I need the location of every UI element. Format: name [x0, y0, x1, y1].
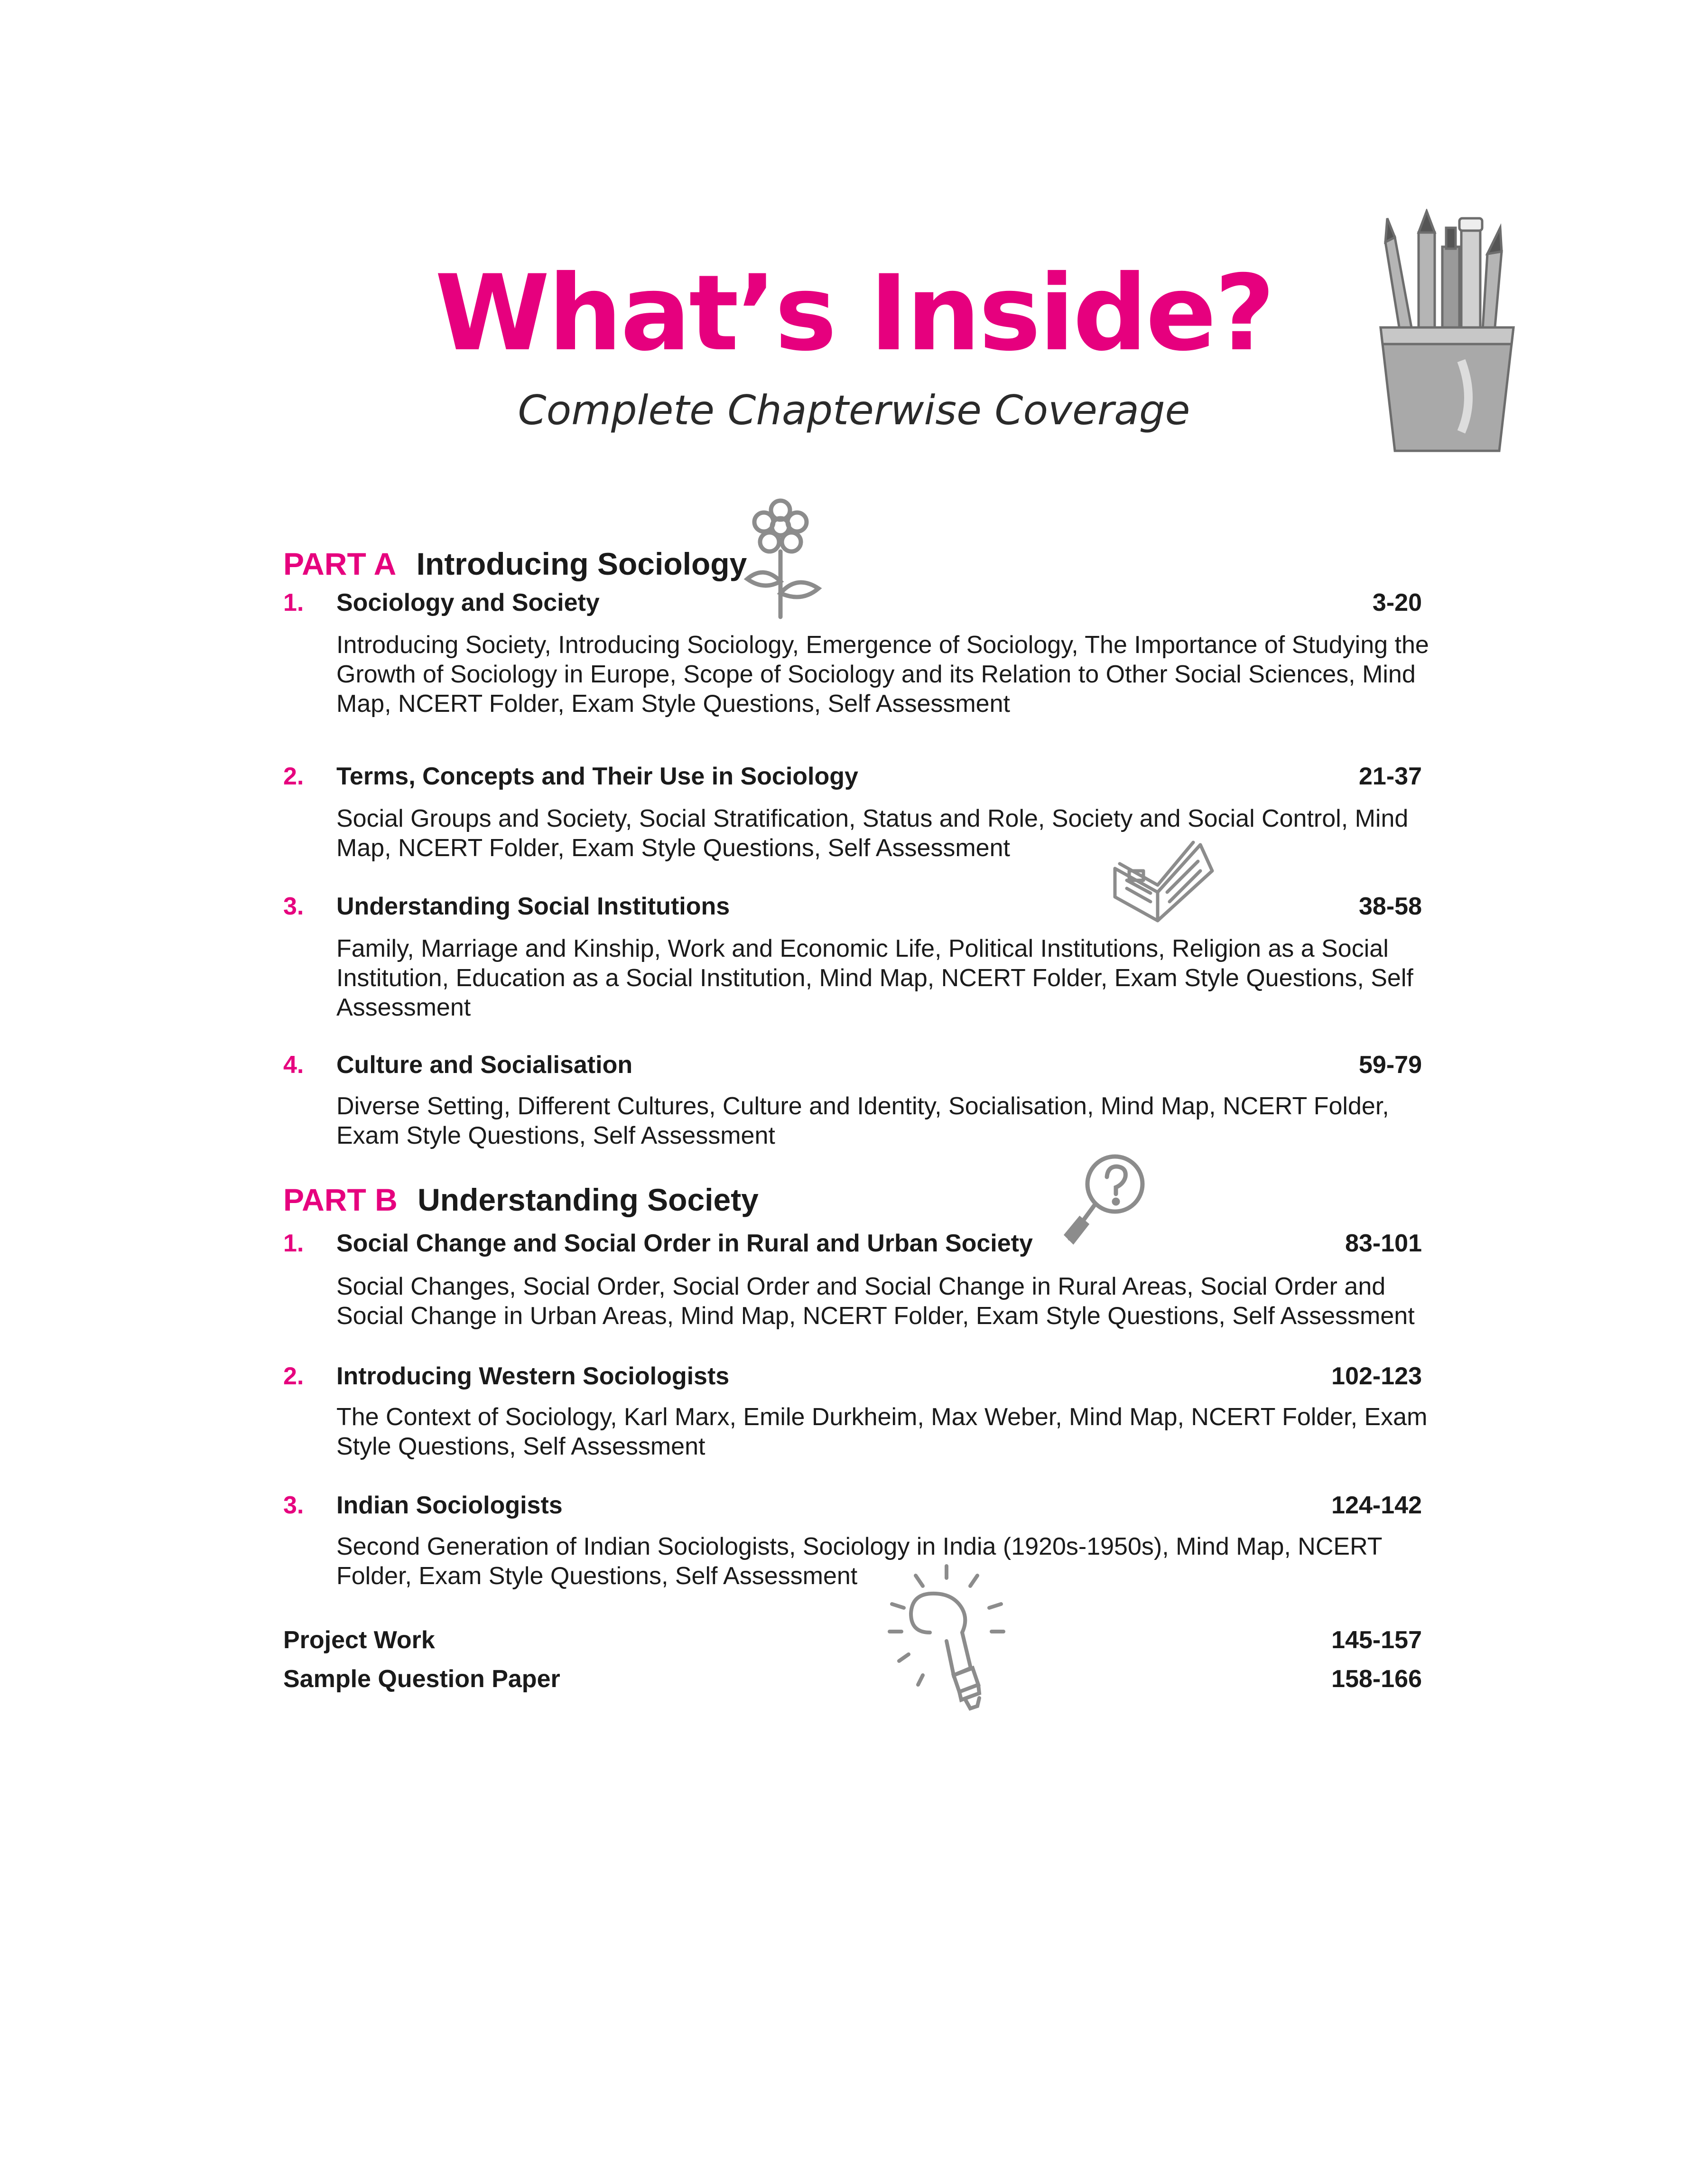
chapter-pages: 21-37: [1359, 763, 1422, 790]
chapter-topics: The Context of Sociology, Karl Marx, Emile Durkheim, Max Weber, Mind Map, NCERT Folder, Exam Style Questions, Self Assessment: [336, 1403, 1428, 1460]
chapter-topics: Diverse Setting, Different Cultures, Culture and Identity, Socialisation, Mind Map, NCERT Folder, Exam Style Questions, Self Assessment: [336, 1092, 1389, 1149]
project-work-pages: 145-157: [1331, 1626, 1422, 1654]
project-work-row[interactable]: [283, 1626, 1422, 1654]
part-a-chapter-1[interactable]: [283, 588, 1422, 617]
chapter-title: Sociology and Society: [336, 589, 600, 616]
chapter-pages: 83-101: [1345, 1230, 1422, 1257]
part-b-chapter-2[interactable]: [283, 1362, 1422, 1390]
chapter-title: Indian Sociologists: [336, 1492, 563, 1519]
project-work-title: Project Work: [283, 1626, 435, 1654]
pencil-cup-icon: [1366, 209, 1528, 465]
sample-paper-row[interactable]: [283, 1665, 1422, 1693]
part-a-chapter-2[interactable]: [283, 762, 1422, 791]
sample-paper-pages: 158-166: [1331, 1665, 1422, 1693]
chapter-number: 3.: [283, 1492, 304, 1519]
chapter-title: Introducing Western Sociologists: [336, 1362, 730, 1390]
part-b-heading: [283, 1184, 759, 1215]
part-a-chapter-4[interactable]: [283, 1051, 1422, 1079]
part-b-label: PART B: [283, 1182, 398, 1217]
chapter-topics: Second Generation of Indian Sociologists, Sociology in India (1920s-1950s), Mind Map, NCERT Folder, Exam Style Questions, Self Assessment: [336, 1533, 1382, 1590]
chapter-title: Culture and Socialisation: [336, 1051, 633, 1079]
chapter-number: 2.: [283, 763, 304, 790]
chapter-pages: 38-58: [1359, 893, 1422, 920]
chapter-topics: Family, Marriage and Kinship, Work and Economic Life, Political Institutions, Religion as a Social Institution, Education as a Social Institution, Mind Map, NCERT Folder, Exam Style Questions, Self Assessment: [336, 935, 1413, 1021]
part-b-chapter-3[interactable]: [283, 1491, 1422, 1520]
chapter-topics: Introducing Society, Introducing Sociology, Emergence of Sociology, The Importance of Studying the Growth of Sociology in Europe, Scope of Sociology and its Relation to Other Social Sciences, Mind Map, NCERT Folder, Exam Style Questions, Self Assessment: [336, 631, 1429, 718]
part-a-name: Introducing Sociology: [416, 546, 747, 581]
chapter-number: 3.: [283, 893, 304, 920]
part-a-chapter-3[interactable]: [283, 892, 1422, 921]
part-b-name: Understanding Society: [418, 1182, 759, 1217]
chapter-title: Terms, Concepts and Their Use in Sociology: [336, 763, 858, 790]
chapter-topics: Social Groups and Society, Social Stratification, Status and Role, Society and Social Control, Mind Map, NCERT Folder, Exam Style Questions, Self Assessment: [336, 805, 1409, 862]
chapter-number: 4.: [283, 1051, 304, 1079]
chapter-pages: 59-79: [1359, 1051, 1422, 1079]
chapter-topics: Social Changes, Social Order, Social Order and Social Change in Rural Areas, Social Order and Social Change in Urban Areas, Mind Map, NCERT Folder, Exam Style Questions, Self Assessment: [336, 1273, 1415, 1330]
chapter-number: 2.: [283, 1362, 304, 1390]
chapter-title: Understanding Social Institutions: [336, 893, 730, 920]
part-b-chapter-1[interactable]: [283, 1229, 1422, 1258]
part-a-label: PART A: [283, 546, 397, 581]
chapter-number: 1.: [283, 589, 304, 616]
chapter-number: 1.: [283, 1230, 304, 1257]
page-subtitle: Complete Chapterwise Coverage: [518, 387, 1190, 434]
chapter-pages: 102-123: [1331, 1362, 1422, 1390]
chapter-pages: 124-142: [1331, 1492, 1422, 1519]
sample-paper-title: Sample Question Paper: [283, 1665, 560, 1693]
page-title: What’s Inside?: [435, 252, 1273, 374]
chapter-title: Social Change and Social Order in Rural and Urban Society: [336, 1230, 1033, 1257]
part-a-heading: [283, 548, 747, 579]
chapter-pages: 3-20: [1372, 589, 1422, 616]
